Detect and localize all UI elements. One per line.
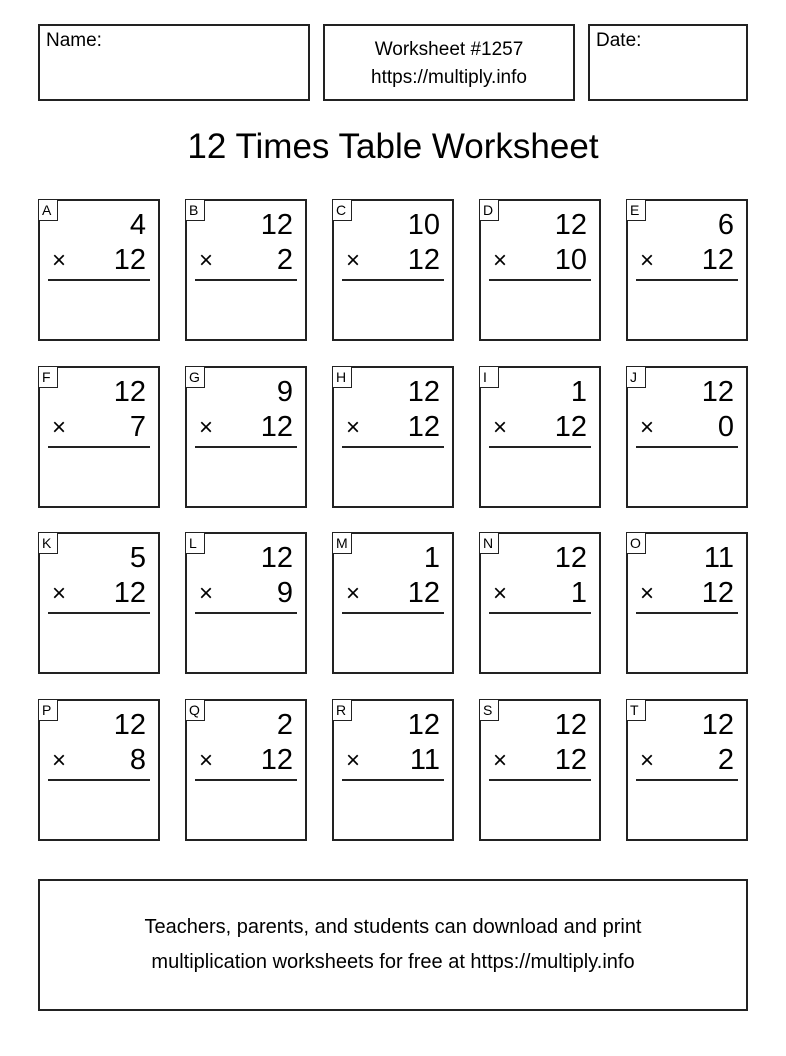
problem-card[interactable] bbox=[626, 199, 748, 341]
footer-line-2: multiplication worksheets for free at https://multiply.info bbox=[151, 951, 635, 973]
multiply-sign: × bbox=[199, 747, 214, 774]
problem-bottom-number: 11 bbox=[409, 744, 440, 776]
multiply-sign: × bbox=[640, 747, 655, 774]
problem-card[interactable] bbox=[479, 699, 601, 841]
answer-line bbox=[489, 612, 591, 614]
answer-line bbox=[489, 446, 591, 448]
multiply-sign: × bbox=[199, 414, 214, 441]
multiply-sign: × bbox=[199, 580, 214, 607]
answer-line bbox=[636, 446, 738, 448]
problem-top-number: 6 bbox=[717, 209, 734, 241]
problem-letter: O bbox=[626, 532, 646, 554]
answer-line bbox=[636, 279, 738, 281]
problem-top-number: 12 bbox=[113, 376, 146, 408]
problem-letter: Q bbox=[185, 699, 205, 721]
name-label: Name: bbox=[46, 30, 102, 51]
multiply-sign: × bbox=[640, 414, 655, 441]
problem-top-number: 12 bbox=[113, 709, 146, 741]
problem-bottom-number: 7 bbox=[129, 411, 146, 443]
problem-top-number: 12 bbox=[260, 542, 293, 574]
problem-letter: D bbox=[479, 199, 499, 221]
problem-top-number: 5 bbox=[129, 542, 146, 574]
multiply-sign: × bbox=[493, 414, 508, 441]
problem-top-number: 12 bbox=[260, 209, 293, 241]
problem-letter: A bbox=[38, 199, 58, 221]
problem-card[interactable] bbox=[626, 532, 748, 674]
problem-bottom-number: 9 bbox=[276, 577, 293, 609]
problem-card[interactable] bbox=[626, 699, 748, 841]
problem-letter: P bbox=[38, 699, 58, 721]
problem-letter: H bbox=[332, 366, 352, 388]
problem-card[interactable] bbox=[38, 699, 160, 841]
problem-card[interactable] bbox=[626, 366, 748, 508]
problem-top-number: 12 bbox=[701, 376, 734, 408]
problem-bottom-number: 12 bbox=[113, 244, 146, 276]
problem-card[interactable] bbox=[185, 366, 307, 508]
problem-top-number: 12 bbox=[407, 376, 440, 408]
problem-top-number: 1 bbox=[423, 542, 440, 574]
problem-top-number: 2 bbox=[276, 709, 293, 741]
problem-card[interactable] bbox=[332, 699, 454, 841]
problem-bottom-number: 12 bbox=[407, 577, 440, 609]
answer-line bbox=[195, 279, 297, 281]
problem-letter: B bbox=[185, 199, 205, 221]
problem-bottom-number: 10 bbox=[554, 244, 587, 276]
multiply-sign: × bbox=[493, 580, 508, 607]
multiply-sign: × bbox=[346, 414, 361, 441]
multiply-sign: × bbox=[52, 747, 67, 774]
problem-top-number: 4 bbox=[129, 209, 146, 241]
date-label: Date: bbox=[596, 30, 642, 51]
name-field-box[interactable] bbox=[38, 24, 310, 101]
problem-letter: L bbox=[185, 532, 205, 554]
multiply-sign: × bbox=[493, 247, 508, 274]
problem-card[interactable] bbox=[479, 366, 601, 508]
multiply-sign: × bbox=[52, 414, 67, 441]
answer-line bbox=[48, 612, 150, 614]
problem-card[interactable] bbox=[185, 699, 307, 841]
problem-top-number: 12 bbox=[554, 542, 587, 574]
problem-card[interactable] bbox=[38, 199, 160, 341]
problem-bottom-number: 12 bbox=[260, 411, 293, 443]
problem-bottom-number: 1 bbox=[570, 577, 587, 609]
date-field-box[interactable] bbox=[588, 24, 748, 101]
problem-letter: N bbox=[479, 532, 499, 554]
multiply-sign: × bbox=[493, 747, 508, 774]
answer-line bbox=[48, 446, 150, 448]
answer-line bbox=[48, 779, 150, 781]
answer-line bbox=[342, 446, 444, 448]
answer-line bbox=[342, 779, 444, 781]
problem-bottom-number: 12 bbox=[407, 244, 440, 276]
problem-bottom-number: 12 bbox=[407, 411, 440, 443]
problem-card[interactable] bbox=[479, 532, 601, 674]
problem-top-number: 12 bbox=[701, 709, 734, 741]
problem-bottom-number: 2 bbox=[717, 744, 734, 776]
multiply-sign: × bbox=[640, 247, 655, 274]
multiply-sign: × bbox=[52, 247, 67, 274]
multiply-sign: × bbox=[199, 247, 214, 274]
problem-letter: E bbox=[626, 199, 646, 221]
problem-top-number: 11 bbox=[703, 542, 734, 574]
page-title: 12 Times Table Worksheet bbox=[187, 127, 599, 166]
answer-line bbox=[489, 279, 591, 281]
problem-card[interactable] bbox=[332, 199, 454, 341]
worksheet-info-box bbox=[323, 24, 575, 101]
answer-line bbox=[195, 779, 297, 781]
problem-bottom-number: 0 bbox=[717, 411, 734, 443]
problem-bottom-number: 12 bbox=[113, 577, 146, 609]
problem-card[interactable] bbox=[185, 199, 307, 341]
problem-top-number: 9 bbox=[276, 376, 293, 408]
worksheet-number: Worksheet #1257 bbox=[374, 39, 524, 60]
answer-line bbox=[48, 279, 150, 281]
footer-line-1: Teachers, parents, and students can download and print bbox=[144, 916, 642, 938]
worksheet-url[interactable]: https://multiply.info bbox=[371, 67, 527, 88]
answer-line bbox=[342, 279, 444, 281]
answer-line bbox=[489, 779, 591, 781]
problem-letter: T bbox=[626, 699, 646, 721]
problem-bottom-number: 12 bbox=[701, 577, 734, 609]
problem-letter: C bbox=[332, 199, 352, 221]
problem-card[interactable] bbox=[38, 532, 160, 674]
problem-letter: I bbox=[479, 366, 499, 388]
problem-bottom-number: 12 bbox=[554, 411, 587, 443]
multiply-sign: × bbox=[346, 747, 361, 774]
problem-letter: M bbox=[332, 532, 352, 554]
problem-letter: K bbox=[38, 532, 58, 554]
multiply-sign: × bbox=[52, 580, 67, 607]
multiply-sign: × bbox=[640, 580, 655, 607]
problem-card[interactable] bbox=[185, 532, 307, 674]
answer-line bbox=[636, 612, 738, 614]
multiply-sign: × bbox=[346, 247, 361, 274]
problem-bottom-number: 12 bbox=[260, 744, 293, 776]
problem-card[interactable] bbox=[332, 366, 454, 508]
problem-top-number: 10 bbox=[407, 209, 440, 241]
problem-top-number: 1 bbox=[570, 376, 587, 408]
problem-letter: J bbox=[626, 366, 646, 388]
problem-top-number: 12 bbox=[554, 209, 587, 241]
footer-note-box bbox=[38, 879, 748, 1011]
answer-line bbox=[195, 446, 297, 448]
answer-line bbox=[195, 612, 297, 614]
problem-letter: G bbox=[185, 366, 205, 388]
problem-top-number: 12 bbox=[407, 709, 440, 741]
problem-letter: R bbox=[332, 699, 352, 721]
answer-line bbox=[636, 779, 738, 781]
problem-top-number: 12 bbox=[554, 709, 587, 741]
problem-bottom-number: 12 bbox=[554, 744, 587, 776]
problem-card[interactable] bbox=[479, 199, 601, 341]
problem-card[interactable] bbox=[38, 366, 160, 508]
problem-letter: F bbox=[38, 366, 58, 388]
problem-card[interactable] bbox=[332, 532, 454, 674]
multiply-sign: × bbox=[346, 580, 361, 607]
problem-bottom-number: 2 bbox=[276, 244, 293, 276]
answer-line bbox=[342, 612, 444, 614]
problem-bottom-number: 8 bbox=[129, 744, 146, 776]
problem-letter: S bbox=[479, 699, 499, 721]
problem-bottom-number: 12 bbox=[701, 244, 734, 276]
